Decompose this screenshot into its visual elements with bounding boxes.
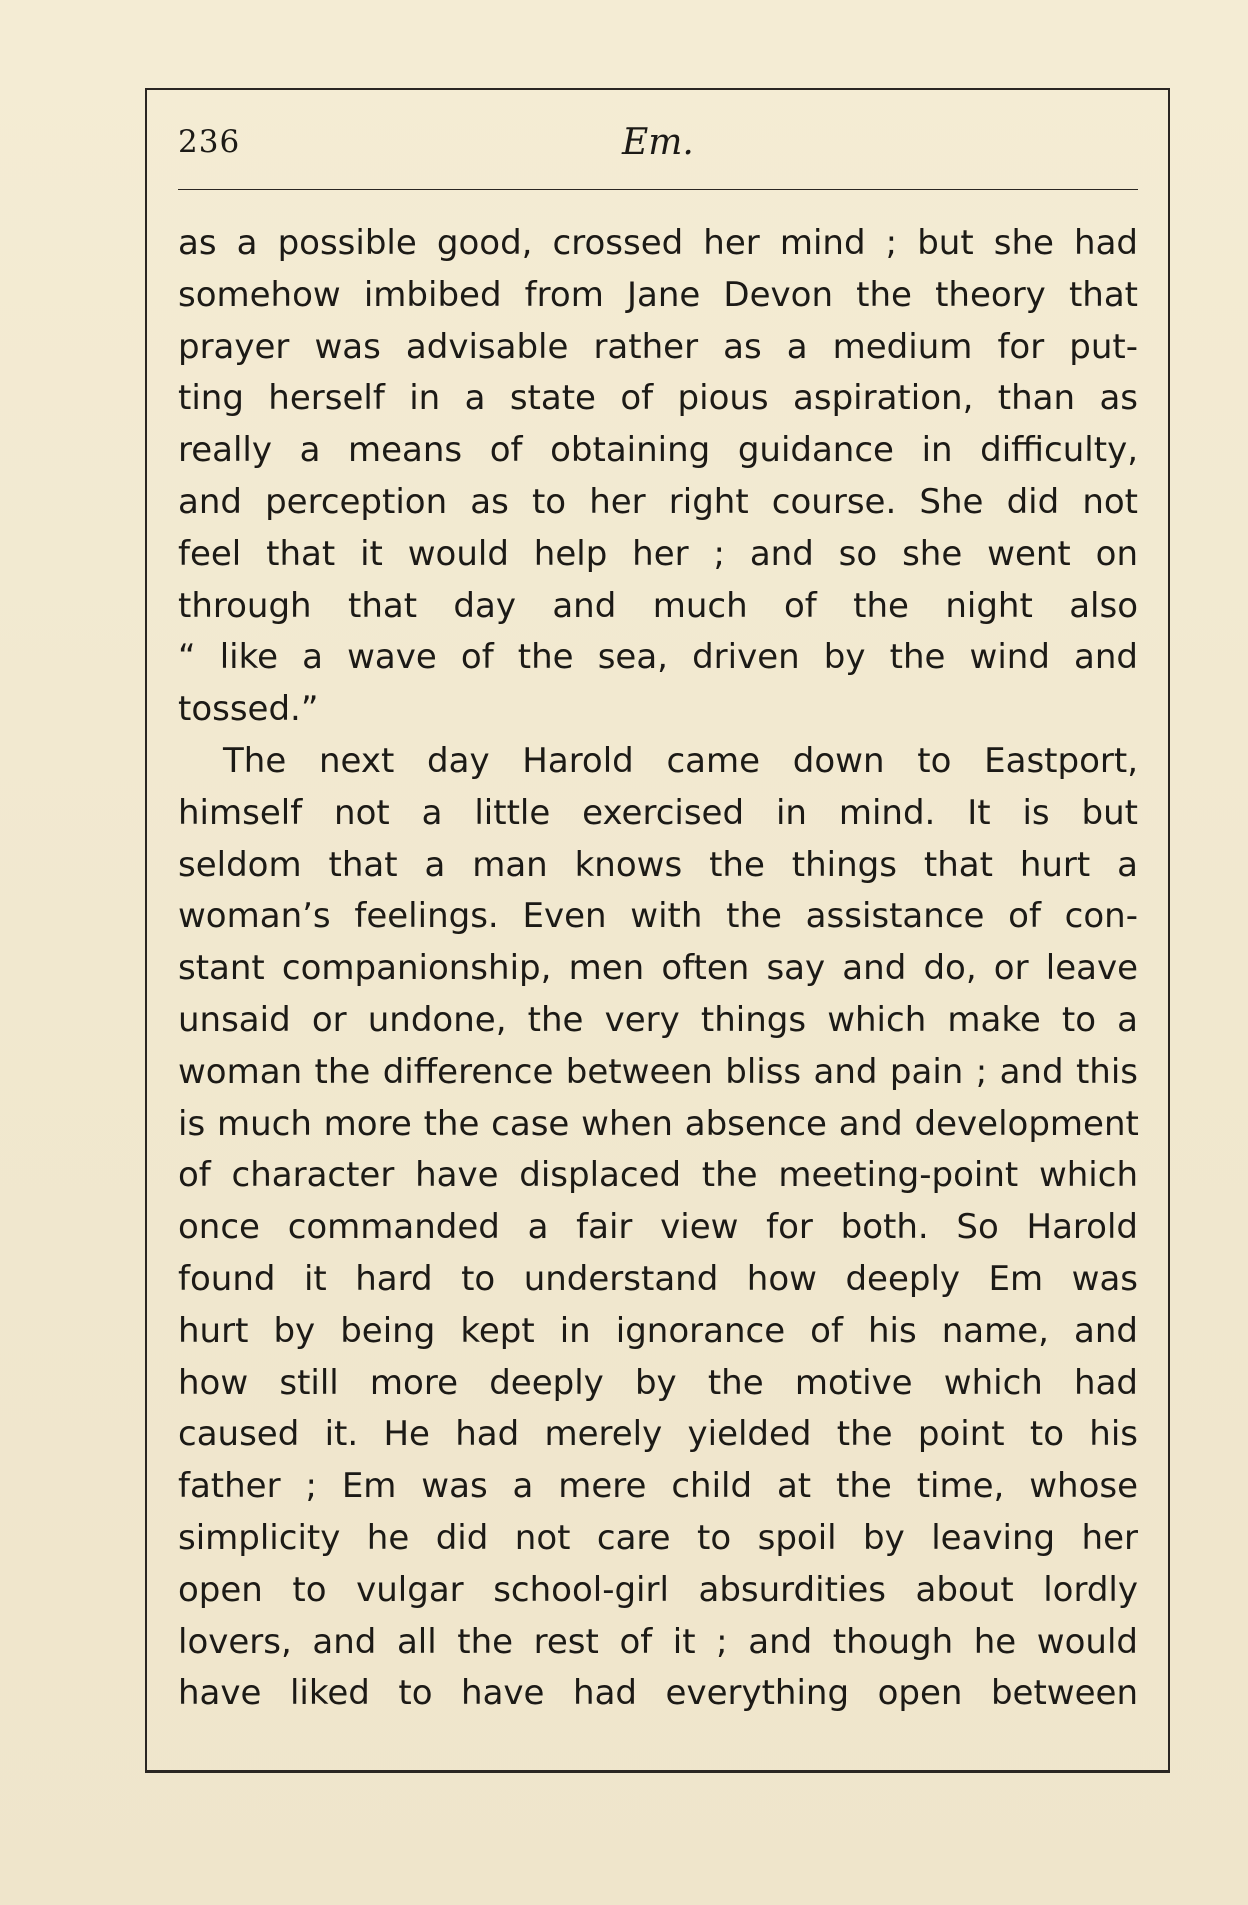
text-line: as a possible good, crossed her mind ; but she had: [178, 223, 1138, 263]
text-line: feel that it would help her ; and so she went on: [178, 533, 1138, 574]
text-line: lovers, and all the rest of it ; and though he would: [178, 1621, 1138, 1662]
text-line: of character have displaced the meeting-point which: [178, 1155, 1138, 1196]
text-line: The next day Harold came down to Eastport,: [223, 740, 1138, 781]
text-line: caused it. He had merely yielded the point to his: [178, 1414, 1138, 1455]
text-line: and perception as to her right course. She did not: [178, 481, 1138, 522]
running-title: Em.: [622, 122, 694, 163]
text-line: really a means of obtaining guidance in difficulty,: [178, 430, 1138, 471]
body-text: [178, 218, 1138, 1720]
text-line: have liked to have had everything open between: [178, 1673, 1138, 1714]
text-line: tossed.”: [178, 689, 319, 730]
text-line: hurt by being kept in ignorance of his name, and: [178, 1310, 1138, 1351]
text-line: through that day and much of the night also: [178, 585, 1138, 626]
text-line: seldom that a man knows the things that hurt a: [178, 844, 1138, 885]
text-line: simplicity he did not care to spoil by leaving her: [178, 1517, 1138, 1558]
text-line: somehow imbibed from Jane Devon the theory that: [178, 274, 1138, 315]
page-number: 236: [178, 124, 241, 160]
text-line: open to vulgar school-girl absurdities about lordly: [178, 1569, 1138, 1610]
text-line: how still more deeply by the motive which had: [178, 1362, 1138, 1403]
text-line: once commanded a fair view for both. So Harold: [178, 1207, 1138, 1248]
text-line: woman the difference between bliss and pain ; and this: [178, 1051, 1138, 1092]
text-line: prayer was advisable rather as a medium for put-: [178, 326, 1138, 367]
text-line: ting herself in a state of pious aspiration, than as: [178, 378, 1138, 419]
text-line: stant companionship, men often say and do, or leave: [178, 948, 1138, 989]
text-line: “ like a wave of the sea, driven by the wind and: [178, 637, 1138, 678]
text-line: is much more the case when absence and development: [178, 1103, 1139, 1144]
text-line: woman’s feelings. Even with the assistance of con-: [178, 896, 1138, 937]
text-line: father ; Em was a mere child at the time, whose: [178, 1466, 1138, 1507]
text-line: himself not a little exercised in mind. It is but: [178, 792, 1138, 833]
running-header: [178, 120, 1138, 180]
header-rule: [178, 189, 1138, 190]
text-line: found it hard to understand how deeply Em was: [178, 1258, 1138, 1299]
text-line: unsaid or undone, the very things which make to a: [178, 999, 1138, 1040]
